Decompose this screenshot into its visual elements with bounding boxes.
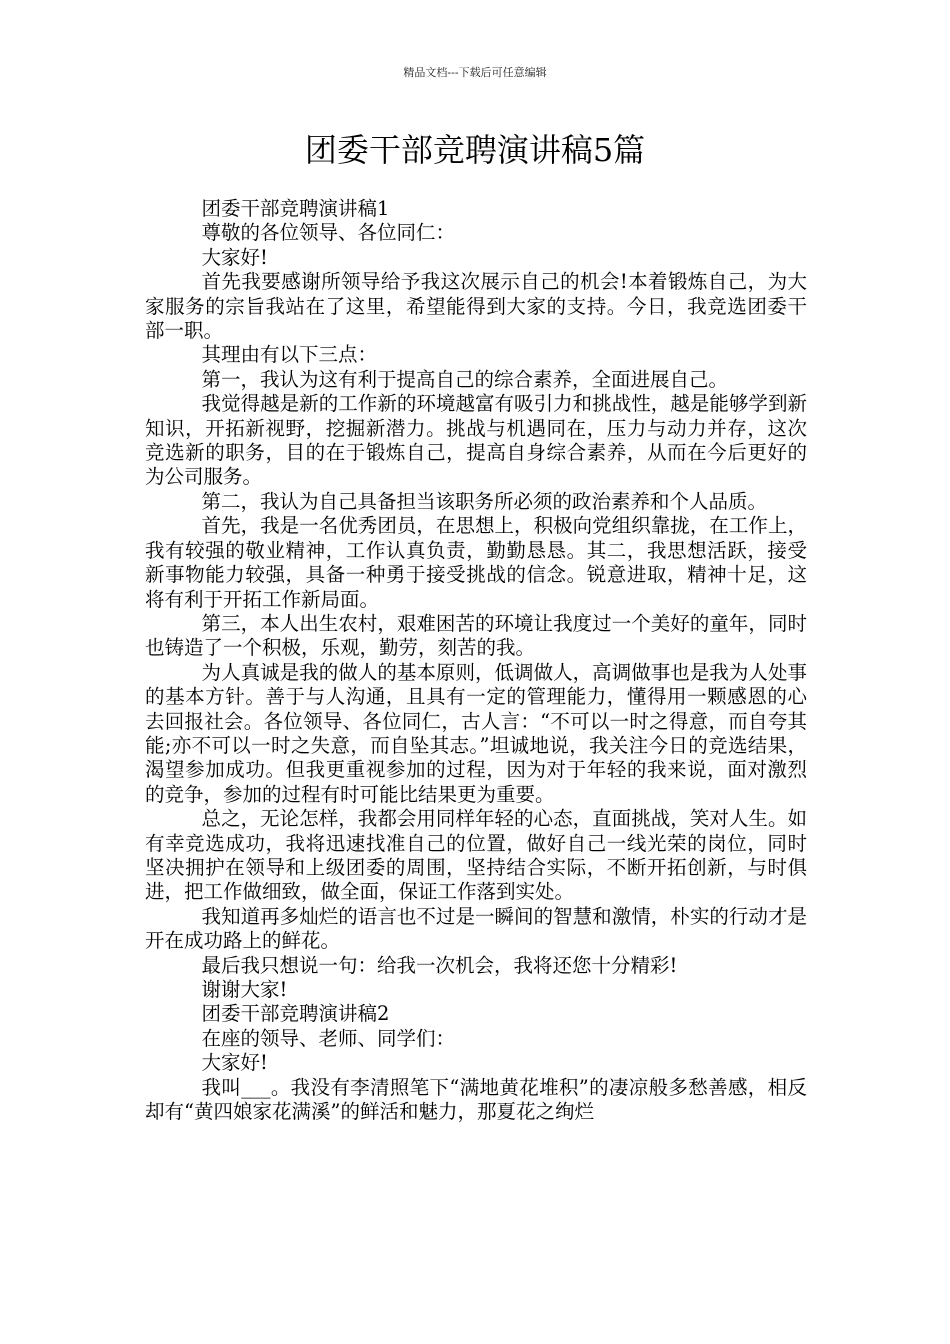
salutation: 在座的领导、老师、同学们： — [201, 1026, 456, 1050]
paragraph: 第二，我认为自己具备担当该职务所必须的政治素养和个人品质。 — [201, 489, 768, 513]
closing: 谢谢大家! — [201, 978, 288, 1001]
paragraph: 第一，我认为这有利于提高自己的综合素养，全面进展自己。 — [201, 367, 729, 391]
paragraph: 为人真诚是我的做人的基本原则，低调做人，高调做事也是我为人处事的基本方针。善于与人沟通，且具有一定的管理能力，懂得用一颗感恩的心去回报社会。各位领导、各位同仁，古人言：“不可以一时之得意，而自夸其能;亦不可以一时之失意，而自坠其志。”坦诚地说，我关注今日的竞选结果，渴望参加成功。但我更重视参加的过程，因为对于年轻的我来说，面对激烈的竞争，参加的过程有时可能比结果更为重要。 — [145, 660, 807, 806]
section-heading-1: 团委干部竞聘演讲稿1 — [201, 197, 390, 220]
document-body — [145, 197, 807, 1124]
salutation: 尊敬的各位领导、各位同仁： — [201, 221, 456, 245]
paragraph: 首先，我是一名优秀团员，在思想上，积极向党组织靠拢，在工作上，我有较强的敬业精神，工作认真负责，勤勤恳恳。其二，我思想活跃，接受新事物能力较强，具备一种勇于接受挑战的信念。锐意进取，精神十足，这将有利于开拓工作新局面。 — [145, 514, 807, 611]
paragraph: 首先我要感谢所领导给予我这次展示自己的机会!本着锻炼自己，为大家服务的宗旨我站在了这里，希望能得到大家的支持。今日，我竞选团委干部一职。 — [145, 270, 807, 343]
greeting: 大家好! — [201, 1051, 268, 1075]
paragraph: 总之，无论怎样，我都会用同样年轻的心态，直面挑战，笑对人生。如有幸竞选成功，我将迅速找准自己的位置，做好自己一线光荣的岗位，同时坚决拥护在领导和上级团委的周围，坚持结合实际，不断开拓创新，与时俱进，把工作做细致，做全面，保证工作落到实处。 — [145, 807, 807, 904]
paragraph: 我觉得越是新的工作新的环境越富有吸引力和挑战性，越是能够学到新知识，开拓新视野，挖掘新潜力。挑战与机遇同在，压力与动力并存，这次竞选新的职务，目的在于锻炼自己，提高自身综合素养，从而在今后更好的为公司服务。 — [145, 392, 807, 489]
paragraph: 第三，本人出生农村，艰难困苦的环境让我度过一个美好的童年，同时也铸造了一个积极，乐观，勤劳，刻苦的我。 — [145, 611, 807, 660]
greeting: 大家好! — [201, 245, 268, 269]
paragraph: 我知道再多灿烂的语言也不过是一瞬间的智慧和激情，朴实的行动才是开在成功路上的鲜花。 — [145, 904, 807, 953]
document-title: 团委干部竞聘演讲稿5篇 — [304, 131, 646, 169]
section-heading-2: 团委干部竞聘演讲稿2 — [201, 1002, 390, 1026]
paragraph: 最后我只想说一句：给我一次机会，我将还您十分精彩! — [201, 953, 678, 977]
paragraph: 我叫___。我没有李清照笔下“满地黄花堆积”的凄凉般多愁善感，相反却有“黄四娘家花满溪”的鲜活和魅力，那夏花之绚烂 — [145, 1075, 807, 1124]
paragraph: 其理由有以下三点： — [201, 343, 378, 367]
header-note: 精品文档---下载后可任意编辑 — [403, 66, 547, 79]
